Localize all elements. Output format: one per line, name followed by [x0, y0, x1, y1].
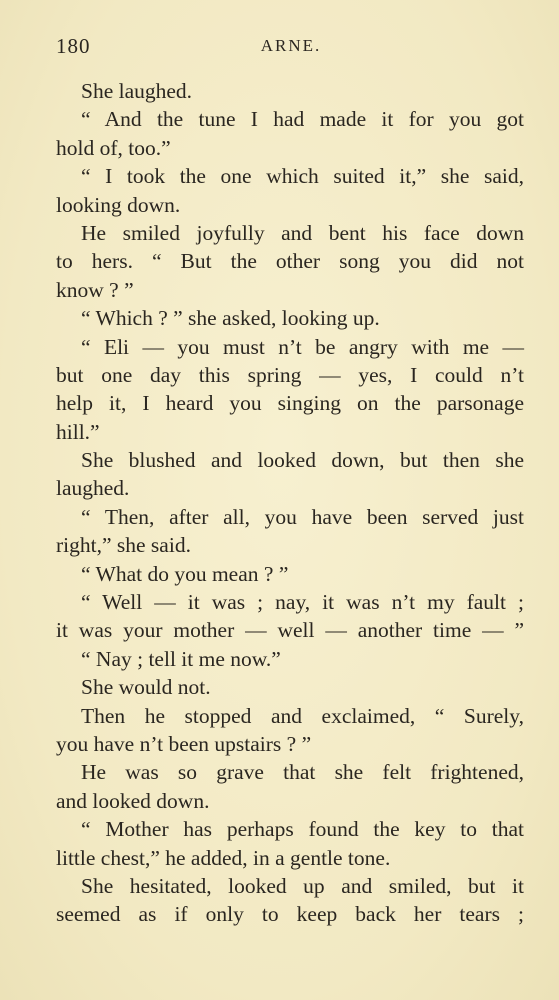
- text-line: Then he stopped and exclaimed, “ Surely,: [81, 703, 524, 728]
- text-line: He smiled joyfully and bent his face down: [81, 220, 524, 245]
- text-line: to hers. “ But the other song you did not: [56, 249, 524, 274]
- text-line: you have n’t been upstairs ? ”: [56, 731, 312, 756]
- text-line: and looked down.: [56, 788, 210, 813]
- text-line: “ Nay ; tell it me now.”: [81, 646, 281, 671]
- body-text: [56, 77, 524, 929]
- text-line: looking down.: [56, 192, 181, 217]
- text-line: She laughed.: [81, 79, 193, 103]
- text-line: laughed.: [56, 476, 130, 501]
- text-line: “ Then, after all, you have been served just: [81, 504, 524, 529]
- text-line: little chest,” he added, in a gentle tone.: [56, 845, 391, 870]
- text-line: seemed as if only to keep back her tears ;: [56, 902, 524, 927]
- page-number: 180: [56, 34, 91, 58]
- text-line: “ Mother has perhaps found the key to that: [81, 817, 524, 842]
- text-line: He was so grave that she felt frightened,: [81, 760, 524, 785]
- page-header: [56, 34, 526, 58]
- text-line: “ What do you mean ? ”: [81, 561, 289, 586]
- text-line: “ I took the one which suited it,” she said,: [81, 164, 524, 189]
- text-line: but one day this spring — yes, I could n’t: [56, 362, 524, 387]
- text-line: hill.”: [56, 419, 100, 444]
- text-line: help it, I heard you singing on the parsonage: [56, 391, 524, 416]
- running-head: ARNE.: [260, 36, 322, 55]
- text-line: know ? ”: [56, 277, 134, 302]
- text-line: right,” she said.: [56, 533, 191, 558]
- text-line: She hesitated, looked up and smiled, but it: [81, 873, 524, 898]
- text-line: “ And the tune I had made it for you got: [81, 107, 524, 132]
- text-line: it was your mother — well — another time — ”: [56, 618, 524, 643]
- text-line: She blushed and looked down, but then she: [81, 448, 524, 473]
- text-line: “ Eli — you must n’t be angry with me —: [81, 334, 524, 359]
- text-line: hold of, too.”: [56, 135, 171, 160]
- text-line: “ Well — it was ; nay, it was n’t my fault ;: [81, 590, 524, 615]
- text-line: “ Which ? ” she asked, looking up.: [81, 306, 380, 331]
- text-line: She would not.: [81, 675, 211, 700]
